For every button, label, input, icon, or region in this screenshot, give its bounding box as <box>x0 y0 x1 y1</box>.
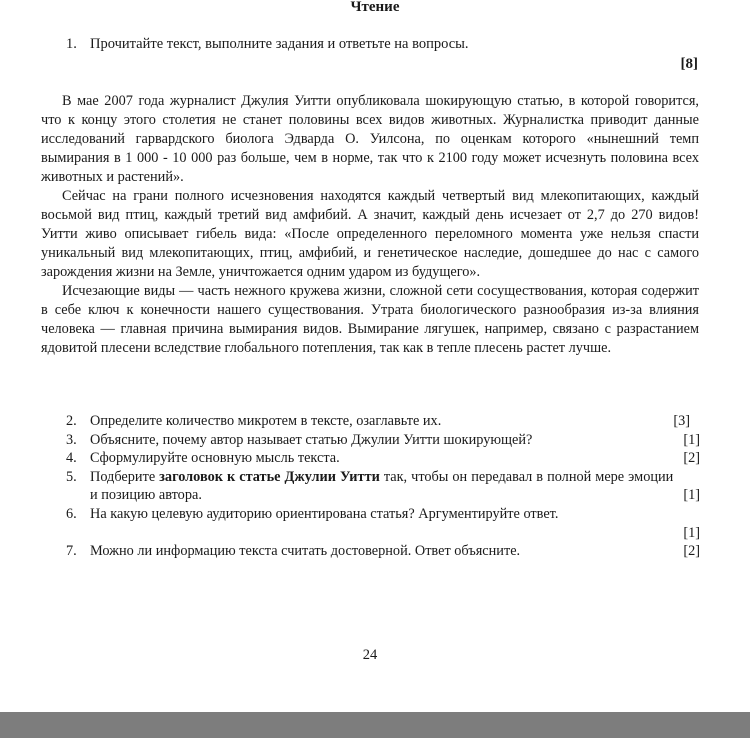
question-7 <box>66 542 700 561</box>
question-number: 3. <box>66 431 77 448</box>
section-title: Чтение <box>350 0 400 15</box>
question-3 <box>66 431 700 450</box>
paragraph-1: В мае 2007 года журналист Джулия Уитти опубликовала шокирующую статью, в которой говорится, что к концу этого столетия не станет половины всех видов животных. Журналистка приводит данные исследований гарвардского биолога Эдварда О. Уилсона, по оценкам которого «нынешний темп вымирания в 1 000 - 10 000 раз больше, чем в норме, так что к 2100 году может исчезнуть половина всех животных и растений». <box>41 93 699 185</box>
question-2 <box>66 412 700 431</box>
question-number: 4. <box>66 450 77 467</box>
question-text-bold: заголовок к статье Джулии Уитти <box>159 468 380 485</box>
viewer-footer <box>0 708 750 750</box>
question-text: Объясните, почему автор называет статью Джулии Уитти шокирующей? <box>90 431 533 448</box>
paragraph-3: Исчезающие виды — часть нежного кружева жизни, сложной сети сосуществования, которая содержит в себе ключ к конечности нашего существования. Утрата биологического разнообразия из-за влияния человека — главная причина вымирания видов. Вымирание лягушек, например, связано с разрастанием ядовитой плесени вследствие глобального потепления, так как в тепле плесень растет лучше. <box>41 283 699 356</box>
question-4 <box>66 449 700 468</box>
question-text-pre: Подберите <box>90 468 160 485</box>
question-number: 7. <box>66 543 77 560</box>
task-1 <box>66 36 469 53</box>
question-text: Определите количество микротем в тексте, озаглавьте их. <box>90 413 442 429</box>
questions-list <box>66 412 700 561</box>
reading-text <box>41 92 699 358</box>
task-1-number: 1. <box>66 36 77 52</box>
question-points: [2] <box>683 450 700 467</box>
question-points: [1] <box>683 431 700 448</box>
question-text-post: так, чтобы он передавал в полной мере эмоции и позицию автора. <box>90 468 674 504</box>
question-points: [3] <box>673 413 690 429</box>
question-number: 5. <box>66 468 77 485</box>
question-points: [1] <box>683 487 700 504</box>
viewer-scroll-bar[interactable] <box>0 712 750 738</box>
question-text: Сформулируйте основную мысль текста. <box>90 450 340 467</box>
question-points: [2] <box>683 543 700 560</box>
question-6 <box>66 505 700 524</box>
question-5 <box>66 468 700 505</box>
question-text: На какую целевую аудиторию ориентирована статья? Аргументируйте ответ. <box>90 505 559 522</box>
question-text: Можно ли информацию текста считать достоверной. Ответ объясните. <box>90 543 521 560</box>
task-1-text: Прочитайте текст, выполните задания и ответьте на вопросы. <box>90 36 469 52</box>
question-text <box>90 468 673 505</box>
question-number: 6. <box>66 505 77 522</box>
question-number: 2. <box>66 413 77 429</box>
task-1-points: [8] <box>680 56 698 72</box>
paragraph-2: Сейчас на грани полного исчезновения находятся каждый четвертый вид млекопитающих, каждый восьмой вид птиц, каждый третий вид амфибий. А значит, каждый день исчезает от 2,7 до 270 видов! Уитти живо описывает гибель вида: «После определенного переломного момента уже нельзя спасти уникальный вид млекопитающих, птиц, амфибий, и генетическое наследие, дошедшее до нас с самого зарождения жизни на Земле, уничтожается одним ударом из будущего». <box>41 188 699 280</box>
page-number: 24 <box>362 647 378 663</box>
question-6-points: [1] <box>683 524 700 541</box>
